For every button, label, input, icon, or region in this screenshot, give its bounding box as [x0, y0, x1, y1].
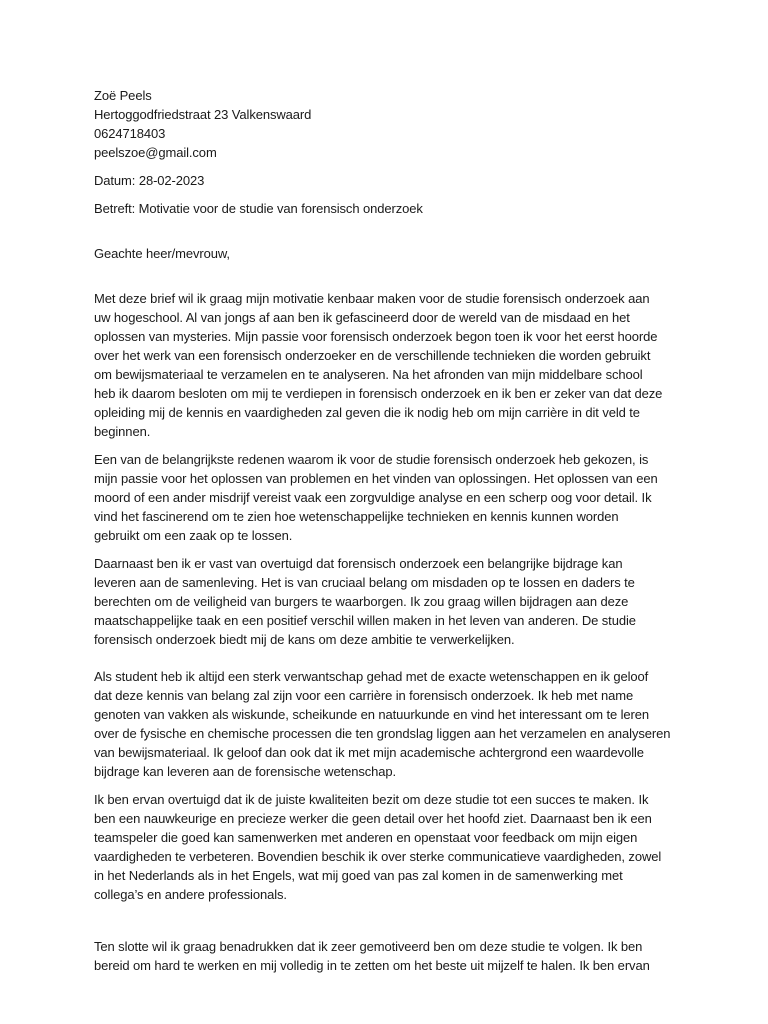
paragraph-line: oplossen van mysteries. Mijn passie voor forensisch onderzoek begon toen ik voor het eerst hoorde [94, 329, 658, 344]
paragraph-line: opleiding mij de kennis en vaardigheden zal geven die ik nodig heb om mijn carrière in dit veld te [94, 405, 640, 420]
letter-subject: Betreft: Motivatie voor de studie van forensisch onderzoek [94, 201, 423, 216]
paragraph-line: Met deze brief wil ik graag mijn motivatie kenbaar maken voor de studie forensisch onderzoek aan [94, 291, 650, 306]
paragraph-line: moord of een ander misdrijf vereist vaak een zorgvuldige analyse en een scherp oog voor detail. Ik [94, 490, 652, 505]
paragraph-line: uw hogeschool. Al van jongs af aan ben ik gefascineerd door de wereld van de misdaad en het [94, 310, 630, 325]
salutation: Geachte heer/mevrouw, [94, 246, 230, 261]
sender-address: Hertoggodfriedstraat 23 Valkenswaard [94, 107, 312, 122]
letter-date: Datum: 28-02-2023 [94, 173, 205, 188]
paragraph-line: Ik ben ervan overtuigd dat ik de juiste kwaliteiten bezit om deze studie tot een succes te maken. Ik [94, 792, 649, 807]
paragraph-line: in het Nederlands als in het Engels, wat mij goed van pas zal komen in de samenwerking met [94, 868, 623, 883]
paragraph-line: ben een nauwkeurige en precieze werker die geen detail over het hoofd ziet. Daarnaast ben ik een [94, 811, 652, 826]
paragraph-line: beginnen. [94, 424, 151, 439]
paragraph-6 [94, 937, 684, 975]
paragraph-line: vind het fascinerend om te zien hoe wetenschappelijke technieken en kennis kunnen worden [94, 509, 619, 524]
sender-block [94, 86, 684, 162]
paragraph-line: over het werk van een forensisch onderzoeker en de verschillende technieken die worden gebruikt [94, 348, 651, 363]
paragraph-4 [94, 667, 684, 781]
paragraph-line: van bewijsmateriaal. Ik geloof dan ook dat ik met mijn academische achtergrond een waardevolle [94, 745, 644, 760]
paragraph-2 [94, 450, 684, 545]
paragraph-line: over de fysische en chemische processen die ten grondslag liggen aan het verzamelen en analyseren [94, 726, 671, 741]
paragraph-line: mijn passie voor het oplossen van problemen en het vinden van oplossingen. Het oplossen van een [94, 471, 658, 486]
paragraph-line: collega’s en andere professionals. [94, 887, 287, 902]
paragraph-line: genoten van vakken als wiskunde, scheikunde en natuurkunde en vind het interessant om te leren [94, 707, 650, 722]
paragraph-line: teamspeler die goed kan samenwerken met anderen en openstaat voor feedback om mijn eigen [94, 830, 638, 845]
paragraph-1 [94, 289, 684, 441]
paragraph-line: dat deze kennis van belang zal zijn voor een carrière in forensisch onderzoek. Ik heb met name [94, 688, 634, 703]
paragraph-line: bijdrage kan leveren aan de forensische wetenschap. [94, 764, 397, 779]
paragraph-line: Daarnaast ben ik er vast van overtuigd dat forensisch onderzoek een belangrijke bijdrage kan [94, 556, 623, 571]
sender-email: peelszoe@gmail.com [94, 145, 217, 160]
paragraph-line: leveren aan de samenleving. Het is van cruciaal belang om misdaden op te lossen en daders te [94, 575, 635, 590]
paragraph-line: om bewijsmateriaal te verzamelen en te analyseren. Na het afronden van mijn middelbare school [94, 367, 643, 382]
paragraph-line: gebruikt om een zaak op te lossen. [94, 528, 293, 543]
sender-phone: 0624718403 [94, 126, 166, 141]
paragraph-3 [94, 554, 684, 649]
paragraph-5 [94, 790, 684, 904]
paragraph-line: Ten slotte wil ik graag benadrukken dat ik zeer gemotiveerd ben om deze studie te volgen. Ik ben [94, 939, 643, 954]
paragraph-line: bereid om hard te werken en mij volledig in te zetten om het beste uit mijzelf te halen. Ik ben ervan [94, 958, 650, 973]
paragraph-line: vaardigheden te verbeteren. Bovendien beschik ik over sterke communicatieve vaardigheden, zowel [94, 849, 662, 864]
paragraph-line: Een van de belangrijkste redenen waarom ik voor de studie forensisch onderzoek heb gekozen, is [94, 452, 649, 467]
letter-body [94, 86, 684, 984]
paragraph-line: forensisch onderzoek biedt mij de kans om deze ambitie te verwerkelijken. [94, 632, 515, 647]
paragraph-line: Als student heb ik altijd een sterk verwantschap gehad met de exacte wetenschappen en ik geloof [94, 669, 649, 684]
paragraph-line: maatschappelijke taak en een positief verschil willen maken in het leven van anderen. De studie [94, 613, 636, 628]
paragraph-line: heb ik daarom besloten om mij te verdiepen in forensisch onderzoek en ik ben er zeker van dat deze [94, 386, 663, 401]
sender-name: Zoë Peels [94, 88, 152, 103]
paragraph-line: berechten om de veiligheid van burgers te waarborgen. Ik zou graag willen bijdragen aan deze [94, 594, 629, 609]
